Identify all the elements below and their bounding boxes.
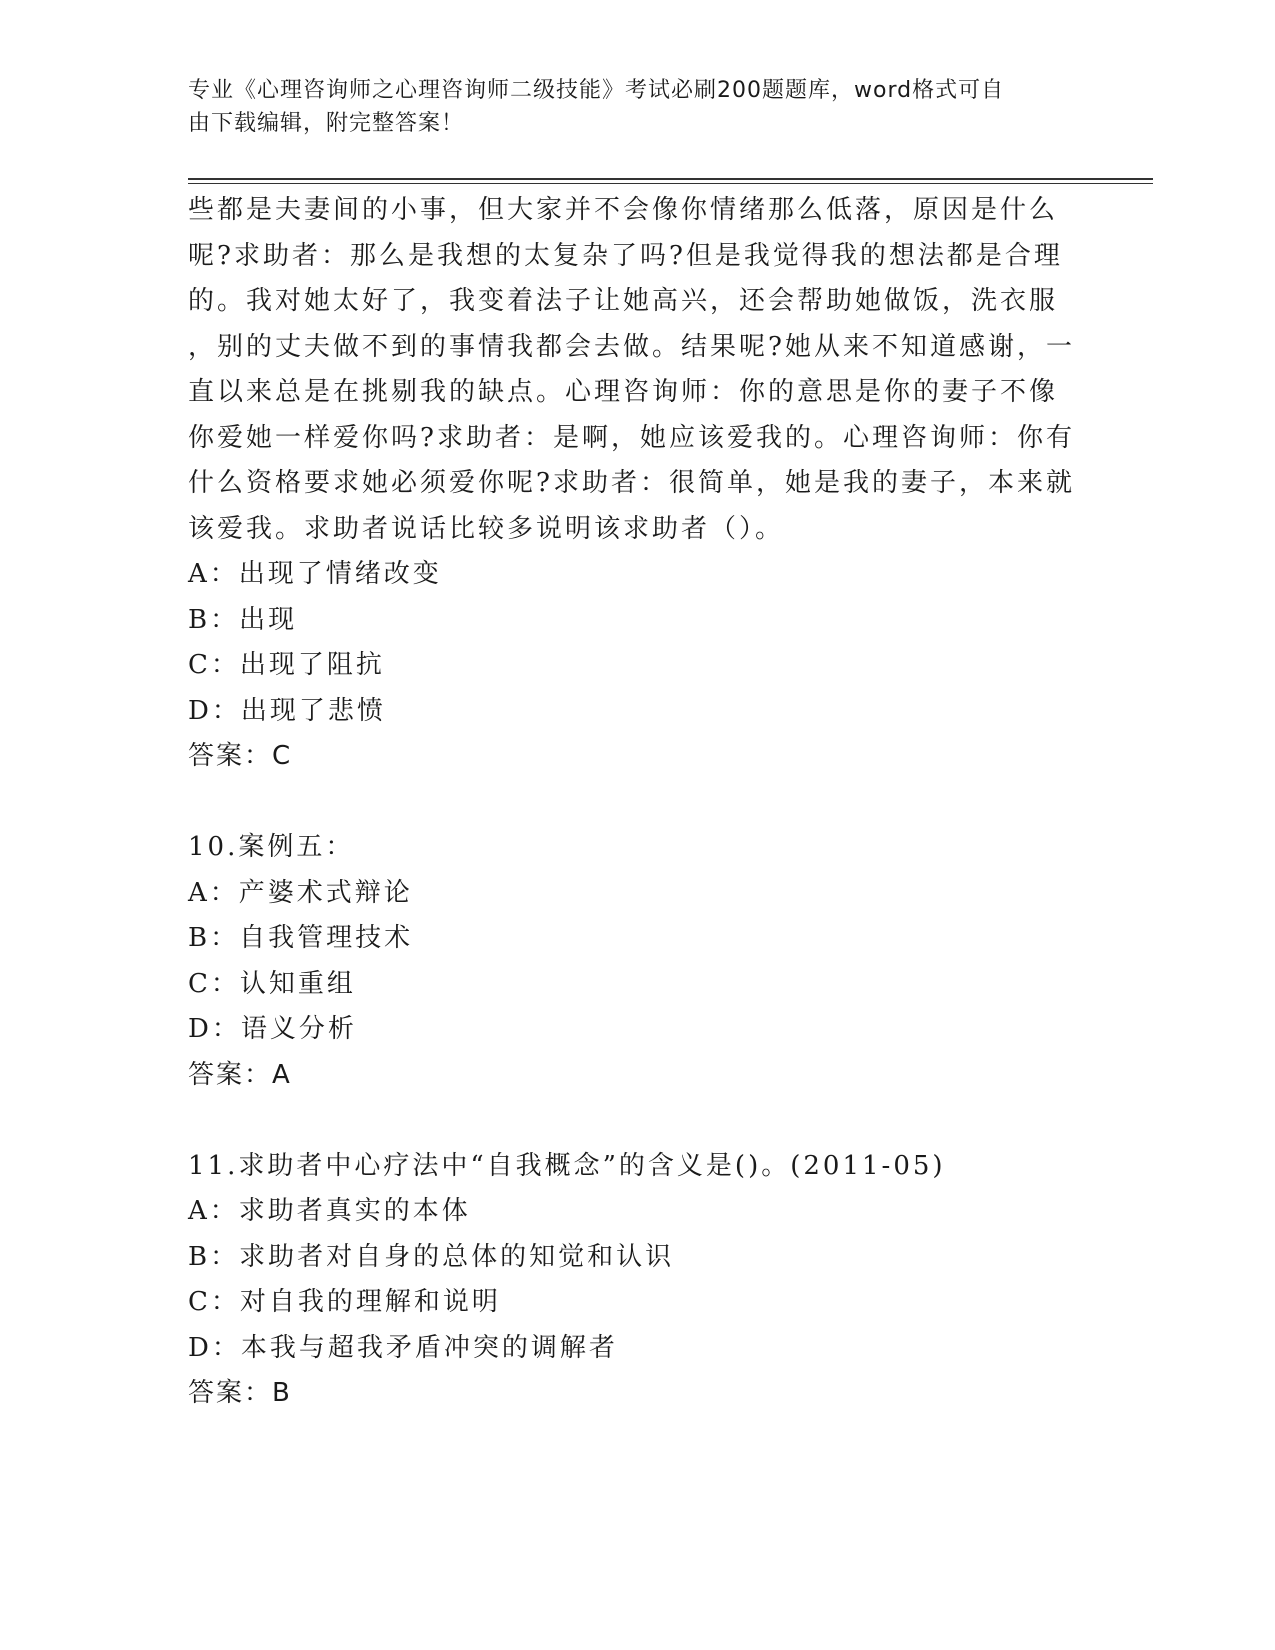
header-divider-thin — [188, 183, 1153, 184]
question-10-option-c: C：认知重组 — [188, 968, 356, 999]
question-9-text-line: 的。我对她太好了，我变着法子让她高兴，还会帮助她做饭，洗衣服 — [188, 286, 1059, 316]
question-9-text-line: 直以来总是在挑剔我的缺点。心理咨询师：你的意思是你的妻子不像 — [188, 377, 1059, 407]
question-9-text-line: 什么资格要求她必须爱你呢?求助者：很简单，她是我的妻子，本来就 — [188, 468, 1075, 498]
question-11 — [188, 1144, 1088, 1417]
question-9-text-line: 呢?求助者：那么是我想的太复杂了吗?但是我觉得我的想法都是合理 — [188, 240, 1063, 271]
question-9-option-c: C：出现了阻抗 — [188, 650, 385, 680]
question-11-option-b: B：求助者对自身的总体的知觉和认识 — [188, 1241, 675, 1272]
question-9-option-a: A：出现了情绪改变 — [188, 559, 442, 589]
question-10-option-d: D：语义分析 — [188, 1014, 357, 1044]
page-header — [188, 74, 1068, 140]
question-9-text-line: ，别的丈夫做不到的事情我都会去做。结果呢?她从来不知道感谢，一 — [188, 331, 1075, 362]
question-10-option-a: A：产婆术式辩论 — [188, 877, 413, 908]
question-10-title: 10.案例五： — [188, 832, 355, 862]
question-11-option-a: A：求助者真实的本体 — [188, 1196, 471, 1226]
question-9-text-line: 些都是夫妻间的小事，但大家并不会像你情绪那么低落，原因是什么 — [188, 195, 1059, 225]
question-9-text-line: 该爱我。求助者说话比较多说明该求助者（）。 — [188, 513, 785, 544]
header-line-2: 由下载编辑，附完整答案！ — [188, 111, 465, 136]
question-10-option-b: B：自我管理技术 — [188, 923, 414, 953]
header-divider-thick — [188, 178, 1153, 180]
question-10-answer: 答案：A — [188, 1059, 292, 1090]
question-9-text — [188, 188, 1088, 552]
spacer — [188, 780, 1088, 826]
question-11-answer: 答案：B — [188, 1378, 292, 1408]
question-9-option-d: D：出现了悲愤 — [188, 695, 386, 726]
question-9-text-line: 你爱她一样爱你吗?求助者：是啊，她应该爱我的。心理咨询师：你有 — [188, 422, 1075, 453]
question-11-title: 11.求助者中心疗法中“自我概念”的含义是()。(2011-05) — [188, 1150, 946, 1181]
question-9-answer: 答案：C — [188, 741, 293, 771]
document-body — [188, 188, 1088, 1417]
question-10 — [188, 825, 1088, 1098]
question-11-option-c: C：对自我的理解和说明 — [188, 1287, 501, 1317]
header-line-1: 专业《心理咨询师之心理咨询师二级技能》考试必刷200题题库，word格式可自 — [188, 78, 1005, 103]
spacer — [188, 1098, 1088, 1144]
question-9 — [188, 188, 1088, 780]
question-11-option-d: D：本我与超我矛盾冲突的调解者 — [188, 1332, 618, 1363]
question-9-option-b: B：出现 — [188, 604, 298, 635]
